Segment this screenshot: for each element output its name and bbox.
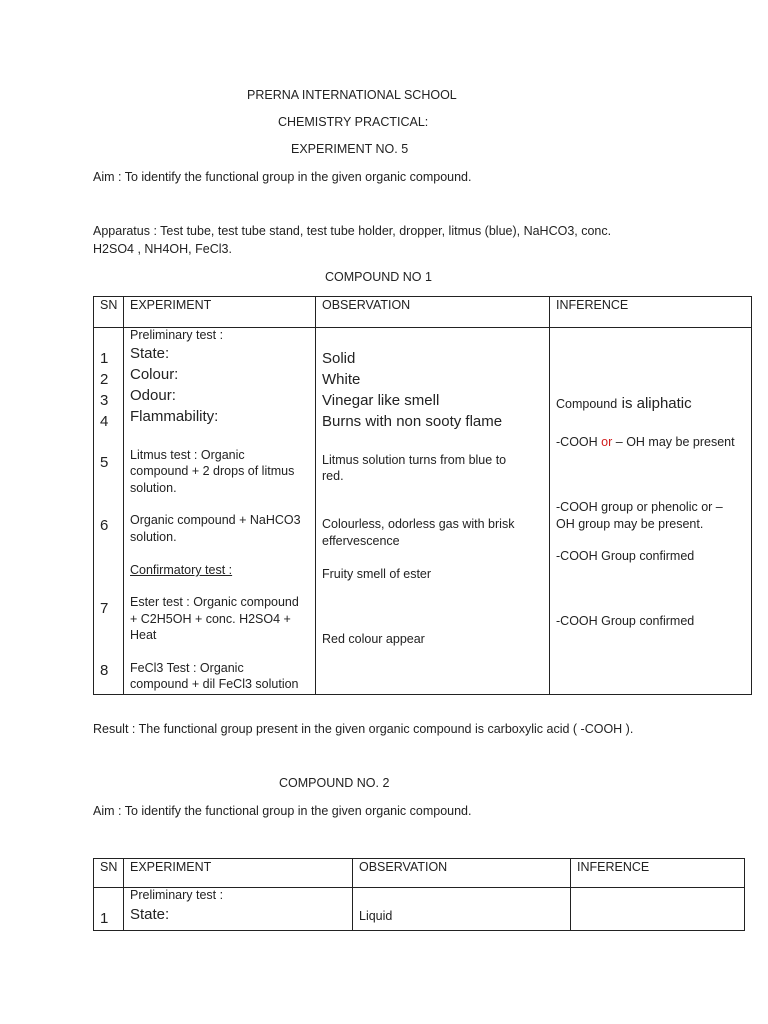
ester-test-line-2: + C2H5OH + conc. H2SO4 + — [130, 612, 291, 626]
sn-2: 2 — [100, 371, 109, 388]
table-header-row — [94, 297, 752, 328]
header-sn: SN — [100, 298, 118, 312]
inf-aliphatic — [556, 395, 692, 413]
obs-litmus-line-1: Litmus solution turns from blue to — [322, 453, 507, 467]
inf-aliphatic-prefix: Compound — [556, 397, 618, 411]
t2-header-sn: SN — [100, 860, 118, 874]
compound-1-title: COMPOUND NO 1 — [325, 270, 432, 284]
experiment-column — [124, 328, 316, 695]
table-2-body-row — [94, 888, 745, 931]
aim-text: Aim : To identify the functional group in the given organic compound. — [93, 170, 472, 184]
inf-fecl3: -COOH Group confirmed — [556, 614, 695, 628]
inf-aliphatic-main: is aliphatic — [621, 395, 692, 412]
compound-2-aim: Aim : To identify the functional group in the given organic compound. — [93, 804, 472, 818]
inf-nahco3-line-1: -COOH group or phenolic or – — [556, 500, 723, 514]
inf-litmus — [556, 435, 735, 449]
result-text: Result : The functional group present in the given organic compound is carboxylic acid ( -COOH ). — [93, 722, 634, 736]
inference-column — [550, 328, 752, 695]
nahco3-test-line-1: Organic compound + NaHCO3 — [130, 513, 301, 527]
preliminary-test-label: Preliminary test : — [130, 328, 224, 342]
t2-inference-cell — [571, 888, 745, 931]
nahco3-test-line-2: solution. — [130, 530, 177, 544]
obs-nahco3-line-2: effervescence — [322, 534, 400, 548]
sn-5: 5 — [100, 454, 109, 471]
obs-state: Solid — [322, 350, 356, 367]
subject-title: CHEMISTRY PRACTICAL: — [278, 115, 429, 129]
colour-label: Colour: — [130, 366, 179, 383]
sn-6: 6 — [100, 517, 109, 534]
litmus-test-line-2: compound + 2 drops of litmus — [130, 464, 295, 478]
t2-preliminary-test-label: Preliminary test : — [130, 888, 224, 902]
confirmatory-test-label: Confirmatory test : — [130, 563, 233, 577]
observation-column — [316, 328, 550, 695]
compound-2-table — [93, 858, 745, 931]
sn-1: 1 — [100, 350, 109, 367]
obs-colour: White — [322, 371, 361, 388]
litmus-test-line-3: solution. — [130, 481, 177, 495]
inf-litmus-or: or — [601, 435, 613, 449]
header-inference: INFERENCE — [556, 298, 629, 312]
fecl3-test-line-1: FeCl3 Test : Organic — [130, 661, 244, 675]
inf-litmus-oh: – OH may be present — [615, 435, 735, 449]
obs-odour: Vinegar like smell — [322, 392, 440, 409]
sn-4: 4 — [100, 413, 109, 430]
header-experiment: EXPERIMENT — [130, 298, 212, 312]
t2-state-label: State: — [130, 906, 170, 923]
odour-label: Odour: — [130, 387, 176, 404]
obs-ester: Fruity smell of ester — [322, 567, 432, 581]
t2-sn-1: 1 — [100, 910, 109, 927]
compound-2-title: COMPOUND NO. 2 — [279, 776, 390, 790]
inf-litmus-cooh: -COOH — [556, 435, 598, 449]
state-label: State: — [130, 345, 170, 362]
ester-test-line-3: Heat — [130, 628, 157, 642]
litmus-test-line-1: Litmus test : Organic — [130, 448, 245, 462]
school-name: PRERNA INTERNATIONAL SCHOOL — [247, 88, 457, 102]
obs-litmus-line-2: red. — [322, 469, 344, 483]
flammability-label: Flammability: — [130, 408, 219, 425]
t2-header-inference: INFERENCE — [577, 860, 650, 874]
t2-header-experiment: EXPERIMENT — [130, 860, 212, 874]
table-body-row — [94, 328, 752, 695]
sn-3: 3 — [100, 392, 109, 409]
obs-nahco3-line-1: Colourless, odorless gas with brisk — [322, 517, 515, 531]
experiment-number: EXPERIMENT NO. 5 — [291, 142, 409, 156]
t2-header-observation: OBSERVATION — [359, 860, 448, 874]
compound-1-table — [93, 296, 752, 695]
ester-test-line-1: Ester test : Organic compound — [130, 595, 299, 609]
apparatus-line-1: Apparatus : Test tube, test tube stand, test tube holder, dropper, litmus (blue), NaHCO3, conc. — [93, 224, 612, 238]
sn-7: 7 — [100, 600, 109, 617]
inf-ester: -COOH Group confirmed — [556, 549, 695, 563]
table-2-header-row — [94, 859, 745, 888]
t2-obs-state: Liquid — [359, 909, 393, 923]
sn-column — [94, 328, 124, 695]
obs-flammability: Burns with non sooty flame — [322, 413, 503, 430]
obs-fecl3: Red colour appear — [322, 632, 425, 646]
sn-8: 8 — [100, 662, 109, 679]
inf-nahco3-line-2: OH group may be present. — [556, 517, 704, 531]
apparatus-line-2: H2SO4 , NH4OH, FeCl3. — [93, 242, 232, 256]
fecl3-test-line-2: compound + dil FeCl3 solution — [130, 677, 299, 691]
header-observation: OBSERVATION — [322, 298, 411, 312]
